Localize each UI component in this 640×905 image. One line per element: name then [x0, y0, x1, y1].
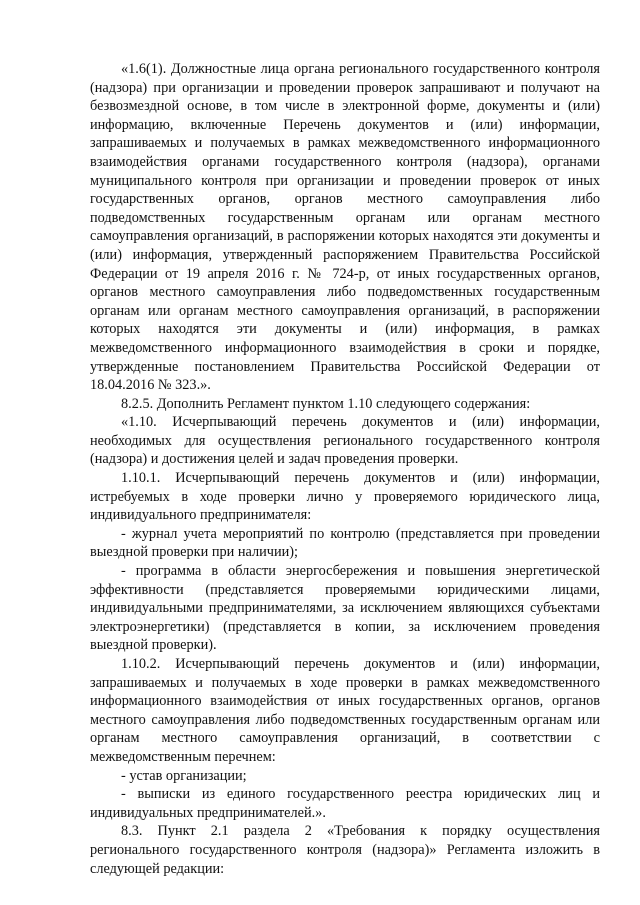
paragraph-1-10: «1.10. Исчерпывающий перечень документов и (или) информации, необходимых для осуществления регионального государственного контроля (надзора) и достижения целей и задач проведения проверки. — [90, 414, 600, 468]
list-item-registry-extracts: - выписки из единого государственного реестра юридических лиц и индивидуальных предпринимателей.». — [90, 786, 600, 821]
list-item-journal: - журнал учета мероприятий по контролю (представляется при проведении выездной проверки при наличии); — [90, 525, 600, 561]
paragraph-1-6-1: «1.6(1). Должностные лица органа регионального государственного контроля (надзора) при организации и проведении проверок запрашивают и получают на безвозмездной основе, в том числе в электронной форме, документы и (или) информацию, включенные Перечень документов и (или) информации, запрашиваемых и получаемых в рамках межведомственного информационного взаимодействия органами государственного контроля (надзора), органами муниципального контроля при организации и проведении проверок от иных государственных органов, органов местного самоуправления либо подведомственных государственным органам или органам местного самоуправления организаций, в распоряжении которых находятся эти документы и (или) информация, утвержденный распоряжением Правительства Российской Федерации от 19 апреля 2016 г. № 724-р, от иных государственных органов, органов местного самоуправления либо подведомственных государственным органам или органам местного самоуправления организаций, в распоряжении которых находятся эти документы и (или) информация, в рамках межведомственного информационного взаимодействия в сроки и порядке, утвержденные постановлением Правительства Российской Федерации от 18.04.2016 № 323.». — [90, 61, 600, 394]
paragraph-1-10-2: 1.10.2. Исчерпывающий перечень документов и (или) информации, запрашиваемых и получаемых в ходе проверки в рамках межведомственного информационного взаимодействия от иных государственных органов, органов местного самоуправления либо подведомственных государственным органам или органам местного самоуправления организаций, в соответствии с межведомственным перечнем: — [90, 656, 600, 765]
paragraph-1-10-1: 1.10.1. Исчерпывающий перечень документов и (или) информации, истребуемых в ходе проверки лично у проверяемого юридического лица, индивидуального предпринимателя: — [90, 470, 600, 524]
list-item-charter: - устав организации; — [121, 767, 247, 784]
list-item-energy-program: - программа в области энергосбережения и повышения энергетической эффективности (представляется проверяемыми юридическими лицами, индивидуальными предпринимателями, за исключением являющихся субъектами электроэнергетики) (представляется в копии, за исключением проведения выездной проверки). — [90, 563, 600, 654]
paragraph-8-2-5: 8.2.5. Дополнить Регламент пунктом 1.10 следующего содержания: — [121, 395, 531, 412]
paragraph-8-3: 8.3. Пункт 2.1 раздела 2 «Требования к порядку осуществления регионального государственного контроля (надзора)» Регламента изложить в следующей редакции: — [90, 823, 600, 877]
document-body — [90, 60, 600, 878]
